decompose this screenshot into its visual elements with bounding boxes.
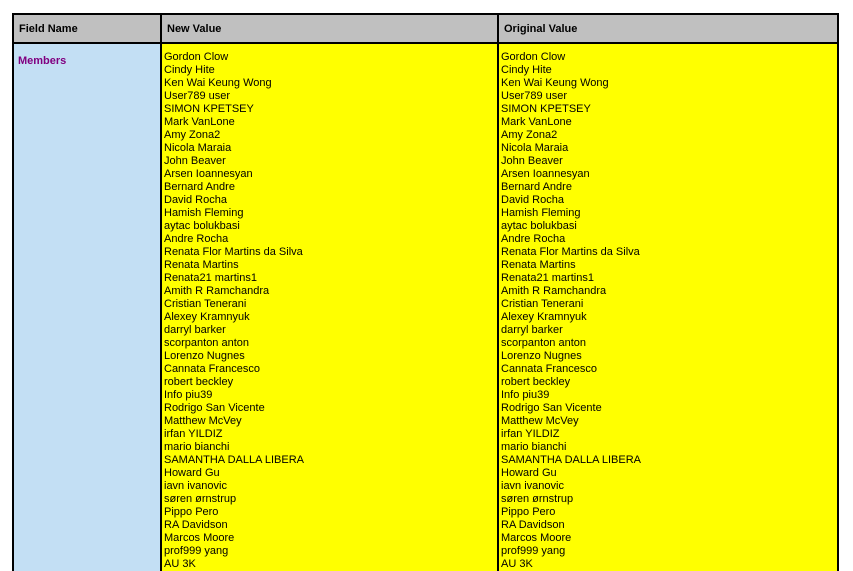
header-new-value: New Value: [161, 14, 498, 43]
list-item: irfan YILDIZ: [501, 428, 560, 440]
list-item: mario bianchi: [164, 441, 230, 453]
list-item: Mark VanLone: [164, 116, 235, 128]
list-item: Pippo Pero: [501, 506, 556, 518]
list-item: Renata21 martins1: [164, 272, 257, 284]
list-item: Matthew McVey: [164, 415, 242, 427]
list-item: User789 user: [501, 90, 568, 102]
list-item: Matthew McVey: [501, 415, 579, 427]
new-value-cell: [161, 43, 498, 571]
list-item: Arsen Ioannesyan: [164, 168, 253, 180]
original-value-cell: [498, 43, 838, 571]
list-item: iavn ivanovic: [164, 480, 227, 492]
list-item: Gordon Clow: [501, 51, 566, 63]
table-row: [13, 43, 838, 571]
list-item: robert beckley: [164, 376, 234, 388]
list-item: Renata Martins: [501, 259, 576, 271]
list-item: Mark VanLone: [501, 116, 572, 128]
header-row: [13, 14, 838, 43]
list-item: Gordon Clow: [164, 51, 229, 63]
list-item: Lorenzo Nugnes: [501, 350, 582, 362]
list-item: robert beckley: [501, 376, 571, 388]
list-item: SIMON KPETSEY: [501, 103, 591, 115]
list-item: Marcos Moore: [501, 532, 572, 544]
list-item: Rodrigo San Vicente: [164, 402, 265, 414]
list-item: Amy Zona2: [501, 129, 558, 141]
list-item: User789 user: [164, 90, 231, 102]
list-item: Renata Martins: [164, 259, 239, 271]
list-item: Nicola Maraia: [501, 142, 569, 154]
list-item: Lorenzo Nugnes: [164, 350, 245, 362]
list-item: SAMANTHA DALLA LIBERA: [501, 454, 641, 466]
list-item: Hamish Fleming: [501, 207, 581, 219]
header-field-name: Field Name: [13, 14, 161, 43]
list-item: Cristian Tenerani: [501, 298, 584, 310]
list-item: Cindy Hite: [501, 64, 552, 76]
list-item: Amith R Ramchandra: [501, 285, 607, 297]
list-item: David Rocha: [501, 194, 564, 206]
new-value-list: [164, 51, 497, 571]
list-item: AU 3K: [501, 558, 533, 570]
list-item: Ken Wai Keung Wong: [164, 77, 272, 89]
list-item: aytac bolukbasi: [501, 220, 577, 232]
list-item: prof999 yang: [164, 545, 229, 557]
list-item: Andre Rocha: [501, 233, 566, 245]
list-item: Info piu39: [164, 389, 213, 401]
list-item: Marcos Moore: [164, 532, 235, 544]
original-value-list: [501, 51, 837, 571]
list-item: søren ørnstrup: [164, 493, 237, 505]
list-item: irfan YILDIZ: [164, 428, 223, 440]
list-item: Bernard Andre: [501, 181, 572, 193]
list-item: Arsen Ioannesyan: [501, 168, 590, 180]
list-item: Andre Rocha: [164, 233, 229, 245]
list-item: Cindy Hite: [164, 64, 215, 76]
list-item: RA Davidson: [501, 519, 565, 531]
list-item: aytac bolukbasi: [164, 220, 240, 232]
list-item: Info piu39: [501, 389, 550, 401]
list-item: AU 3K: [164, 558, 196, 570]
list-item: Renata Flor Martins da Silva: [501, 246, 640, 258]
field-name-cell: [13, 43, 161, 571]
field-name-label: Members: [18, 55, 67, 67]
list-item: Renata Flor Martins da Silva: [164, 246, 303, 258]
list-item: scorpanton anton: [501, 337, 587, 349]
list-item: Bernard Andre: [164, 181, 235, 193]
list-item: iavn ivanovic: [501, 480, 564, 492]
list-item: SAMANTHA DALLA LIBERA: [164, 454, 304, 466]
list-item: søren ørnstrup: [501, 493, 574, 505]
list-item: Cannata Francesco: [164, 363, 260, 375]
list-item: Cannata Francesco: [501, 363, 597, 375]
list-item: prof999 yang: [501, 545, 566, 557]
list-item: Alexey Kramnyuk: [501, 311, 587, 323]
list-item: David Rocha: [164, 194, 227, 206]
list-item: darryl barker: [501, 324, 563, 336]
list-item: Ken Wai Keung Wong: [501, 77, 609, 89]
list-item: Alexey Kramnyuk: [164, 311, 250, 323]
list-item: Cristian Tenerani: [164, 298, 247, 310]
list-item: Hamish Fleming: [164, 207, 244, 219]
list-item: Howard Gu: [501, 467, 557, 479]
list-item: Pippo Pero: [164, 506, 219, 518]
list-item: scorpanton anton: [164, 337, 250, 349]
list-item: Howard Gu: [164, 467, 220, 479]
list-item: SIMON KPETSEY: [164, 103, 254, 115]
header-original-value: Original Value: [498, 14, 838, 43]
list-item: Amith R Ramchandra: [164, 285, 270, 297]
list-item: Renata21 martins1: [501, 272, 594, 284]
list-item: Amy Zona2: [164, 129, 221, 141]
list-item: Rodrigo San Vicente: [501, 402, 602, 414]
list-item: RA Davidson: [164, 519, 228, 531]
list-item: John Beaver: [501, 155, 563, 167]
list-item: Nicola Maraia: [164, 142, 232, 154]
list-item: mario bianchi: [501, 441, 567, 453]
list-item: John Beaver: [164, 155, 226, 167]
change-table: [12, 13, 839, 571]
list-item: darryl barker: [164, 324, 226, 336]
